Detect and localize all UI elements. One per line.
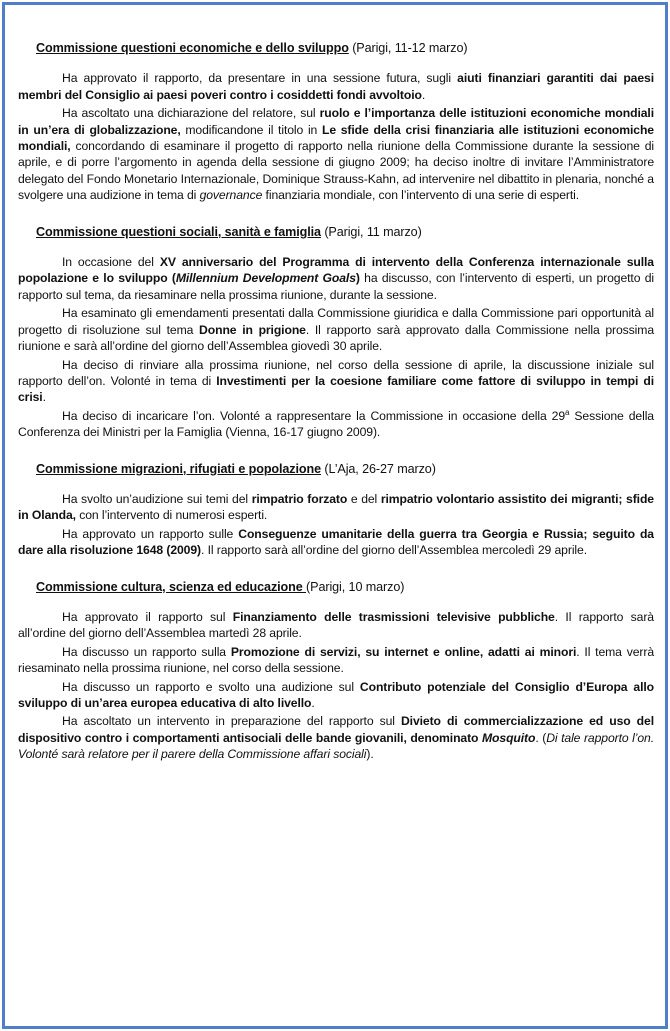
section-paragraph [18,70,654,103]
text-run: rimpatrio forzato [251,491,348,506]
text-run: Ha discusso un rapporto sulla [62,644,231,659]
text-run: Contributo potenziale del Consiglio d’Europa allo sviluppo di un’area europea educativa di alto livello [18,679,654,710]
text-run: con l’intervento di numerosi esperti. [75,508,268,523]
section-location-date: (Parigi, 11 marzo) [320,224,422,239]
text-run: Ha approvato il rapporto sul [62,609,233,624]
text-run: a [565,407,570,417]
section-paragraph [18,408,654,441]
section-paragraph [18,105,654,203]
text-run: . ( [535,730,547,745]
section-title: Commissione questioni economiche e dello sviluppo [36,41,349,55]
text-run: Ha approvato il rapporto, da presentare in una sessione futura, sugli [62,71,458,86]
section-heading [36,40,654,56]
text-run: Ha discusso un rapporto e svolto una audizione sul [62,679,360,694]
text-run: Ha ascoltato un intervento in preparazione del rapporto sul [62,714,401,729]
section-paragraph [18,254,654,303]
text-run: Ha ascoltato una dichiarazione del relatore, sul [62,106,320,121]
text-run: Le sfide della crisi finanziaria alle istituzioni economiche mondiali, [18,122,654,154]
text-run: finanziaria mondiale, con l’intervento di una serie di esperti. [262,188,580,203]
text-run: . [311,696,315,710]
text-run: Di tale rapporto l’on. Volonté sarà relatore per il parere della Commissione affari sociali [18,730,655,762]
text-run: aiuti finanziari garantiti dai paesi membri del Consiglio ai paesi poveri contro i cosiddetti fondi avvoltoio [18,71,654,102]
section-paragraph [18,713,654,762]
section-paragraph [18,305,654,354]
section-paragraph [18,526,654,559]
text-run: Investimenti per la coesione familiare come fattore di sviluppo in tempi di crisi [18,373,654,405]
text-run: rimpatrio volontario assistito dei migranti; sfide in Olanda, [18,491,654,523]
document-body [18,40,654,783]
commission-section [18,579,654,763]
text-run: ruolo e l’importanza delle istituzioni economiche mondiali in un’era di globalizzazione, [18,106,654,137]
text-run: Conseguenze umanitarie della guerra tra Georgia e Russia; seguito da dare alla risoluzione 1648 (2009) [18,526,654,558]
section-title: Commissione cultura, scienza ed educazione [36,579,307,594]
text-run: modificandone il titolo in [180,122,322,137]
section-location-date: (Parigi, 10 marzo) [306,579,405,594]
text-run: Ha approvato un rapporto sulle [62,526,239,541]
text-run: In occasione del [62,255,160,270]
commission-section [18,461,654,559]
section-heading [36,224,654,240]
text-run: Divieto di commercializzazione ed uso del dispositivo contro i comportamenti antisociali delle bande giovanili, denominato [18,714,654,745]
text-run: Millennium Development Goals [175,271,356,286]
section-paragraph [18,609,654,642]
text-run: Promozione di servizi, su internet e online, adatti ai minori [230,644,577,659]
text-run: Donne in prigione [199,322,306,337]
text-run: Ha deciso di incaricare l’on. Volonté a rappresentare la Commissione in occasione della 29 [62,408,566,423]
section-title: Commissione questioni sociali, sanità e famiglia [36,224,321,239]
text-run: . [42,390,46,405]
text-run: . Il rapporto sarà all’ordine del giorno dell’Assemblea mercoledì 29 aprile. [201,543,587,558]
text-run: . Il tema verrà riesaminato nella prossima riunione, nel corso della sessione. [18,644,654,676]
text-run: Ha deciso di rinviare alla prossima riunione, nel corso della sessione di aprile, la discussione iniziale sul rapporto dell’on. Volonté in tema di [18,357,654,388]
text-run: . Il rapporto sarà all’ordine del giorno dell’Assemblea martedì 28 aprile. [18,609,654,641]
section-location-date: (L’Aja, 26-27 marzo) [321,461,436,476]
text-run: ha discusso, con l’intervento di esperti, un progetto di rapporto sul tema, da riesaminare nella prossima riunione, durante la sessione. [18,271,654,302]
text-run: e del [347,491,381,506]
commission-section [18,224,654,441]
text-run: . [421,87,426,102]
text-run: . Il rapporto sarà approvato dalla Commissione nella prossima riunione e sarà all’ordine del giorno dell’Assemblea giovedì 30 aprile. [18,322,654,354]
text-run: governance [199,188,263,203]
section-paragraph [18,357,654,406]
text-run: XV anniversario del Programma di intervento della Conferenza internazionale sulla popolazione e lo sviluppo ( [18,255,654,286]
section-paragraph [18,679,654,712]
text-run: Ha esaminato gli emendamenti presentati dalla Commissione giuridica e dalla Commissione pari opportunità al progetto di risoluzione sul tema [18,306,654,337]
text-run: ). [366,747,374,762]
section-paragraph [18,491,654,524]
text-run: Mosquito [482,730,536,745]
text-run: Sessione della Conferenza dei Ministri per la Famiglia (Vienna, 16-17 giugno 2009). [18,408,654,440]
section-heading [36,461,654,477]
text-run: Finanziamento delle trasmissioni televisive pubbliche [232,609,555,624]
section-title: Commissione migrazioni, rifugiati e popolazione [36,461,321,476]
section-heading [36,579,654,595]
commission-section [18,40,654,204]
text-run: concordando di esaminare il progetto di rapporto nella riunione della Commissione durante la sessione di aprile, e di porre l’argomento in agenda della sessione di giugno 2009; ha deciso inoltre di invitare l’Amministratore delegato del Fondo Monetario Internazionale, Dominique Strauss-Kahn, ad intervenire nel dibattito in plenaria, nonché a svolgere una audizione in tema di [18,139,654,203]
section-paragraph [18,644,654,677]
section-location-date: (Parigi, 11-12 marzo) [348,41,468,55]
text-run: Ha svolto un’audizione sui temi del [62,491,252,506]
text-run: ) [355,271,360,286]
